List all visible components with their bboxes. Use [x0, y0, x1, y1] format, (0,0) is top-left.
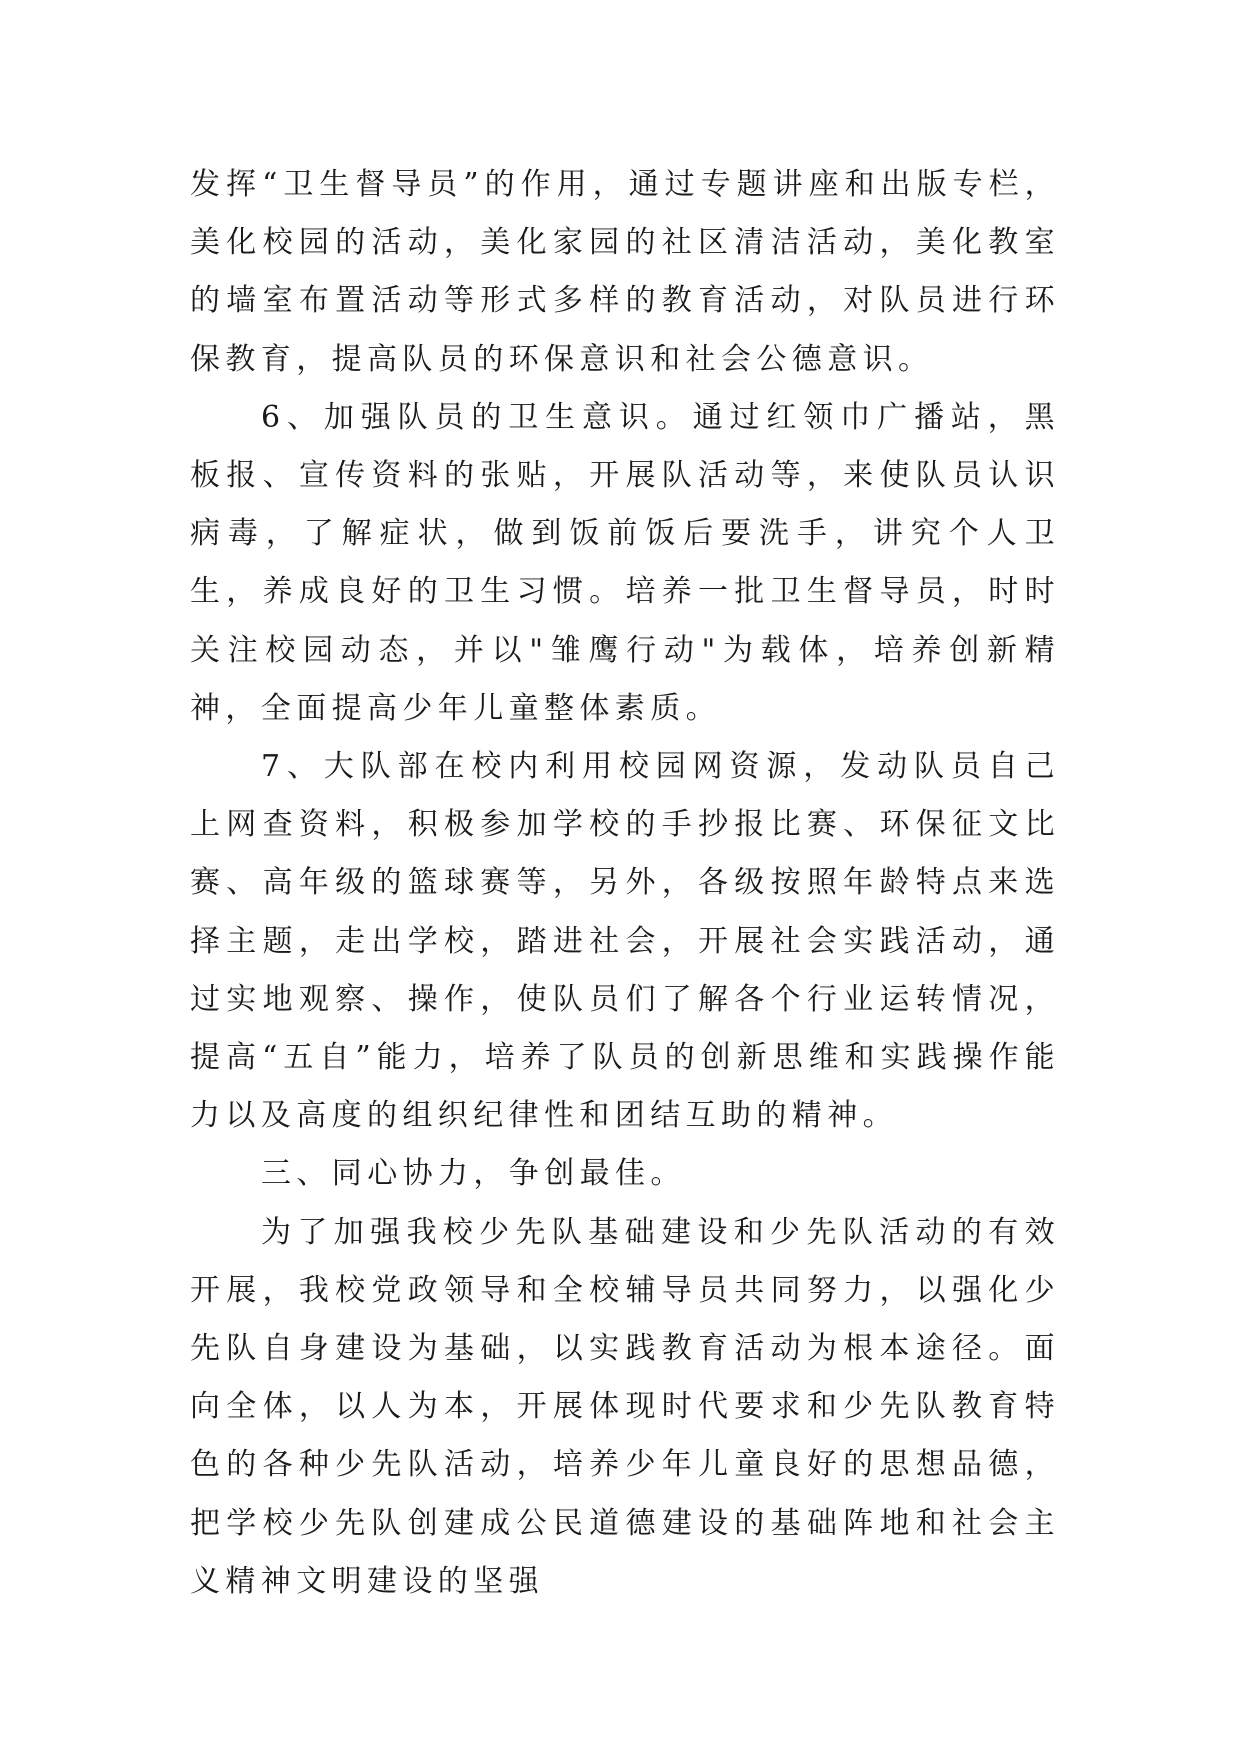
section-heading-unity: 三、同心协力，争创最佳。 — [261, 1156, 686, 1192]
paragraph-team-building: 为了加强我校少先队基础建设和少先队活动的有效开展，我校党政领导和全校辅导员共同努力，以强化少先队自身建设为基础，以实践教育活动为根本途径。面向全体，以人为本，开展体现时代要求和少先队教育特色的各种少先队活动，培养少年儿童良好的思想品德，把学校少先队创建成公民道德建设的基础阵地和社会主义精神文明建设的坚强 — [190, 1214, 1060, 1599]
paragraph-campus-network-activities: 7、大队部在校内利用校园网资源，发动队员自己上网查资料，积极参加学校的手抄报比赛、环保征文比赛、高年级的篮球赛等，另外，各级按照年龄特点来选择主题，走出学校，踏进社会，开展社会实践活动，通过实地观察、操作，使队员们了解各个行业运转情况，提高“五自”能力，培养了队员的创新思维和实践操作能力以及高度的组织纪律性和团结互助的精神。 — [190, 749, 1060, 1134]
paragraph-hygiene-awareness: 6、加强队员的卫生意识。通过红领巾广播站，黑板报、宣传资料的张贴，开展队活动等，来使队员认识病毒，了解症状，做到饭前饭后要洗手，讲究个人卫生，养成良好的卫生习惯。培养一批卫生督导员，时时关注校园动态，并以"雏鹰行动"为载体，培养创新精神，全面提高少年儿童整体素质。 — [190, 399, 1060, 726]
paragraph-environment-education: 发挥“卫生督导员”的作用，通过专题讲座和出版专栏，美化校园的活动，美化家园的社区清洁活动，美化教室的墙室布置活动等形式多样的教育活动，对队员进行环保教育，提高队员的环保意识和社会公德意识。 — [190, 167, 1060, 377]
document-body — [190, 156, 1060, 1611]
